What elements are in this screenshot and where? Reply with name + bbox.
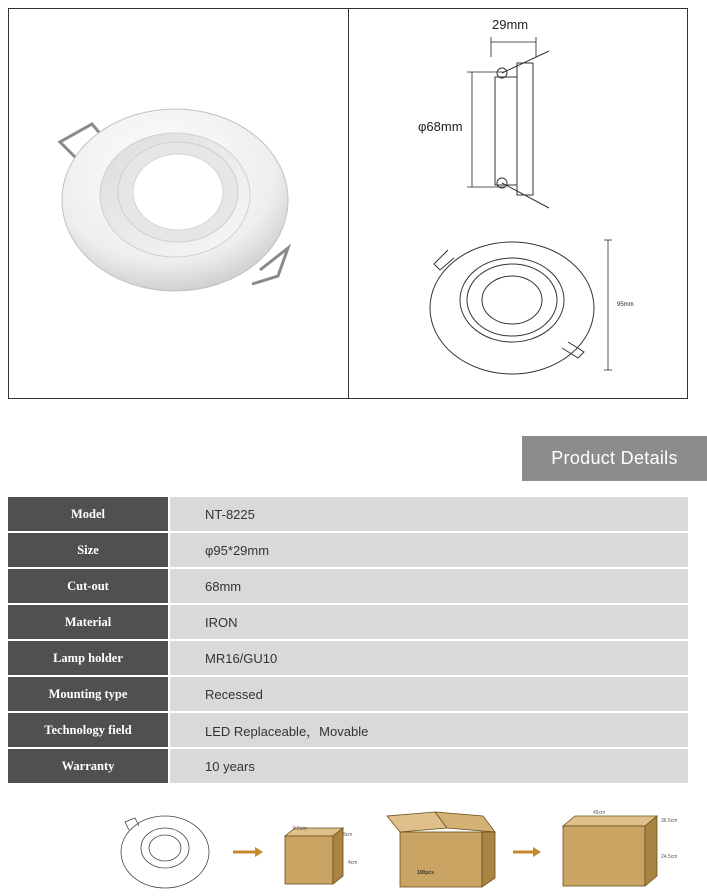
- diameter-dimension-label: 95mm: [617, 302, 634, 308]
- table-row: [8, 497, 688, 531]
- table-row: [8, 533, 688, 567]
- spec-label: Mounting type: [8, 677, 168, 711]
- spec-value: φ95*29mm: [170, 533, 688, 567]
- spec-value: Recessed: [170, 677, 688, 711]
- table-row: [8, 605, 688, 639]
- side-view-drawing: [405, 15, 575, 215]
- small-box-depth-label: 9cm: [343, 832, 353, 838]
- gift-box-icon: [285, 828, 343, 884]
- small-box-width-label: 9.5cm: [293, 826, 307, 832]
- table-row: [8, 641, 688, 675]
- spec-value: IRON: [170, 605, 688, 639]
- spec-label: Lamp holder: [8, 641, 168, 675]
- spec-label: Warranty: [8, 749, 168, 783]
- cutout-dimension-label: φ68mm: [418, 119, 463, 134]
- product-details-heading: Product Details: [522, 436, 707, 481]
- small-box-height-label: 4cm: [348, 860, 358, 866]
- spec-value: NT-8225: [170, 497, 688, 531]
- spec-value: MR16/GU10: [170, 641, 688, 675]
- spec-value: 10 years: [170, 749, 688, 783]
- spec-value: LED Replaceable，Movable: [170, 713, 688, 747]
- packing-info: [115, 808, 695, 891]
- product-photo: [30, 80, 330, 320]
- spec-label: Model: [8, 497, 168, 531]
- spec-label: Cut-out: [8, 569, 168, 603]
- packing-illustration: [115, 808, 695, 891]
- spec-value: 68mm: [170, 569, 688, 603]
- carton-width-label: 45cm: [593, 810, 606, 816]
- table-row: [8, 677, 688, 711]
- carton-icon: [387, 812, 495, 887]
- table-row: [8, 713, 688, 747]
- carton-depth-label: 36.5cm: [661, 818, 678, 824]
- depth-dimension-label: 29mm: [492, 17, 529, 32]
- arrow-icon: [233, 847, 263, 857]
- spec-label: Size: [8, 533, 168, 567]
- spec-table: [8, 497, 688, 785]
- carton-quantity-label: 100pcs: [417, 870, 434, 876]
- spec-label: Technology field: [8, 713, 168, 747]
- table-row: [8, 749, 688, 783]
- product-outline-icon: [121, 816, 209, 888]
- spec-label: Material: [8, 605, 168, 639]
- table-row: [8, 569, 688, 603]
- closed-carton-icon: [563, 816, 657, 886]
- arrow-icon: [513, 847, 541, 857]
- carton-height-label: 24.5cm: [661, 854, 678, 860]
- frame-divider: [348, 8, 349, 399]
